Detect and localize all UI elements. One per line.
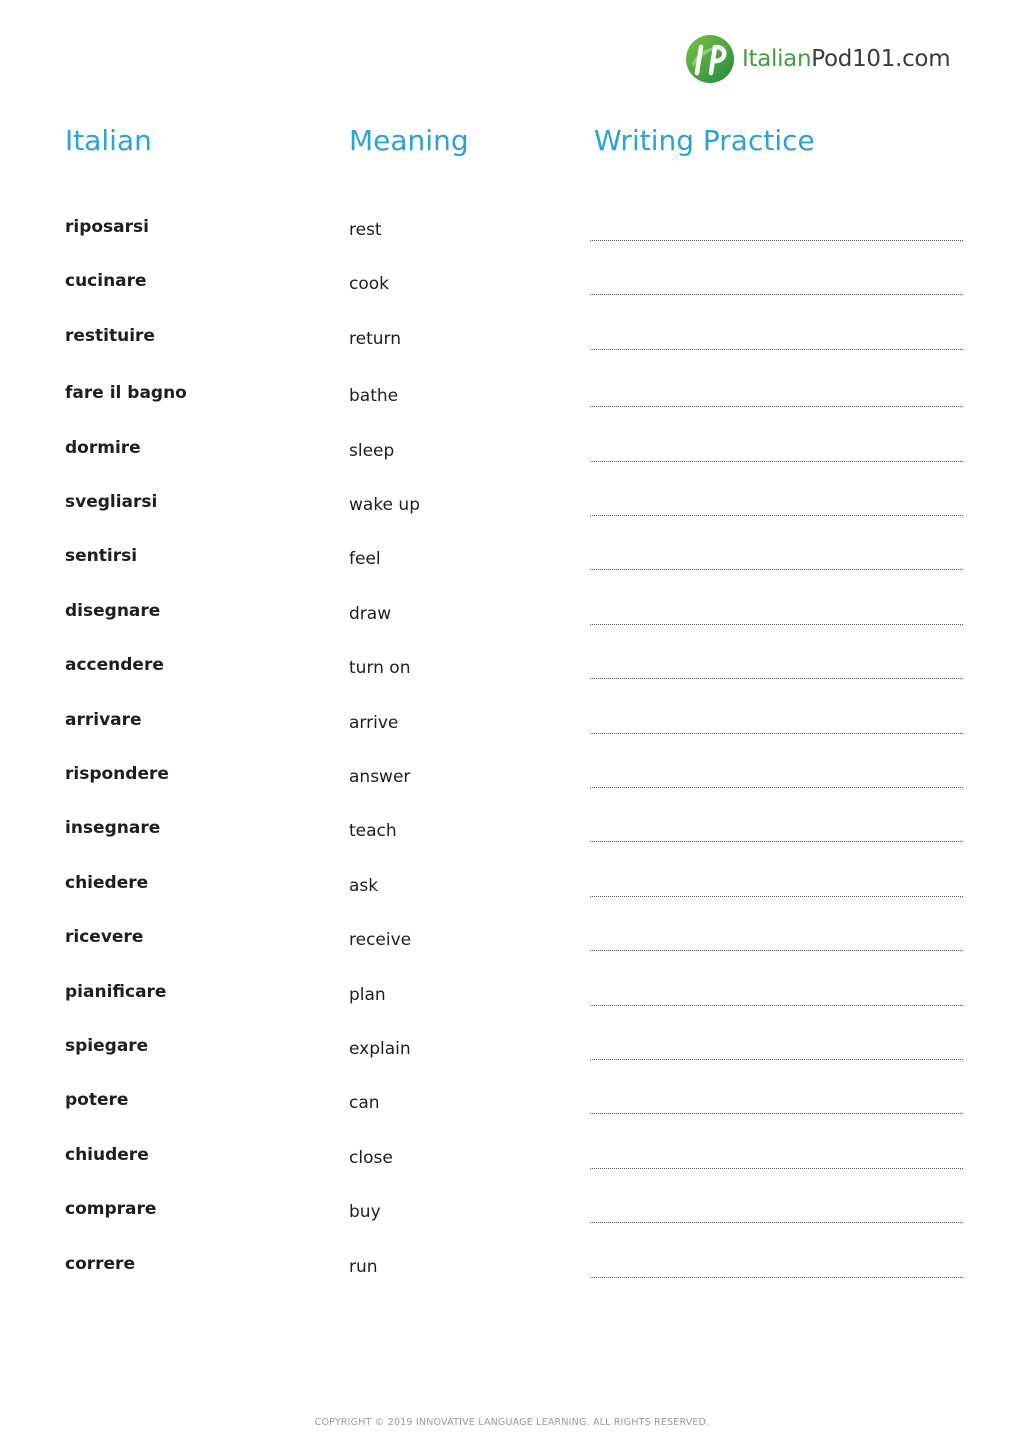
italian-word: spiegare — [65, 1036, 149, 1056]
writing-practice-line[interactable] — [590, 1059, 963, 1060]
meaning-word: ask — [349, 875, 379, 896]
table-row — [0, 1145, 1024, 1199]
meaning-word: arrive — [349, 712, 399, 733]
meaning-word: rest — [349, 220, 382, 240]
italian-word: correre — [65, 1253, 135, 1274]
table-row — [0, 1036, 1024, 1090]
copyright-footer: COPYRIGHT © 2019 INNOVATIVE LANGUAGE LEARNING. ALL RIGHTS RESERVED. — [314, 1417, 710, 1428]
table-row — [0, 655, 1024, 709]
italian-word: chiudere — [65, 1144, 149, 1165]
italian-word: ricevere — [65, 927, 144, 948]
italian-word: sentirsi — [65, 546, 138, 567]
table-row — [0, 927, 1024, 981]
meaning-word: return — [349, 328, 401, 349]
italian-word: rispondere — [65, 764, 169, 784]
table-row — [0, 873, 1024, 927]
italian-word: riposarsi — [65, 217, 149, 237]
meaning-word: can — [349, 1093, 380, 1114]
meaning-word: plan — [349, 984, 386, 1005]
meaning-word: explain — [349, 1039, 411, 1059]
writing-practice-line[interactable] — [590, 1168, 963, 1169]
ip-logo-icon — [684, 33, 736, 85]
italian-word: dormire — [65, 437, 141, 458]
meaning-word: draw — [349, 603, 392, 624]
meaning-word: sleep — [349, 440, 395, 461]
writing-practice-line[interactable] — [590, 678, 963, 679]
header-writing-practice: Writing Practice — [594, 124, 815, 157]
table-row — [0, 326, 1024, 380]
writing-practice-line[interactable] — [590, 349, 963, 350]
table-row — [0, 764, 1024, 818]
meaning-word: feel — [349, 549, 381, 570]
italian-word: accendere — [65, 655, 164, 676]
meaning-word: bathe — [349, 386, 399, 407]
table-row — [0, 818, 1024, 872]
writing-practice-line[interactable] — [590, 733, 963, 734]
meaning-word: run — [349, 1256, 378, 1277]
table-row — [0, 710, 1024, 764]
table-row — [0, 1090, 1024, 1144]
meaning-word: close — [349, 1147, 393, 1168]
logo-wordmark — [742, 45, 951, 72]
meaning-word: cook — [349, 274, 389, 295]
meaning-word: wake up — [349, 495, 420, 515]
meaning-word: receive — [349, 930, 412, 951]
italian-word: fare il bagno — [65, 383, 187, 404]
italian-word: insegnare — [65, 818, 161, 839]
table-row — [0, 271, 1024, 325]
header-italian: Italian — [65, 124, 152, 157]
writing-practice-line[interactable] — [590, 1005, 963, 1006]
table-row — [0, 217, 1024, 271]
table-row — [0, 601, 1024, 655]
meaning-word: buy — [349, 1202, 381, 1223]
writing-practice-line[interactable] — [590, 569, 963, 570]
writing-practice-line[interactable] — [590, 624, 963, 625]
italian-word: comprare — [65, 1199, 157, 1220]
table-row — [0, 492, 1024, 546]
writing-practice-line[interactable] — [590, 240, 963, 241]
italian-word: arrivare — [65, 709, 142, 730]
site-logo[interactable] — [684, 33, 950, 85]
meaning-word: teach — [349, 821, 397, 842]
italian-word: pianificare — [65, 981, 167, 1002]
writing-practice-line[interactable] — [590, 1222, 963, 1223]
logo-brand-text: Italian — [742, 45, 812, 72]
writing-practice-line[interactable] — [590, 515, 963, 516]
header-meaning: Meaning — [349, 124, 469, 157]
italian-word: svegliarsi — [65, 492, 158, 512]
table-row — [0, 1199, 1024, 1253]
writing-practice-line[interactable] — [590, 294, 963, 295]
writing-practice-line[interactable] — [590, 1113, 963, 1114]
writing-practice-line[interactable] — [590, 841, 963, 842]
italian-word: chiedere — [65, 872, 149, 893]
italian-word: potere — [65, 1090, 129, 1111]
writing-practice-line[interactable] — [590, 896, 963, 897]
meaning-word: turn on — [349, 658, 411, 679]
italian-word: disegnare — [65, 600, 161, 621]
italian-word: cucinare — [65, 271, 147, 292]
table-row — [0, 546, 1024, 600]
writing-practice-line[interactable] — [590, 1277, 963, 1278]
writing-practice-line[interactable] — [590, 406, 963, 407]
writing-practice-line[interactable] — [590, 787, 963, 788]
meaning-word: answer — [349, 767, 411, 787]
table-row — [0, 982, 1024, 1036]
logo-domain-text: Pod101.com — [811, 45, 951, 72]
writing-practice-line[interactable] — [590, 461, 963, 462]
writing-practice-line[interactable] — [590, 950, 963, 951]
table-row — [0, 1254, 1024, 1308]
table-row — [0, 383, 1024, 437]
italian-word: restituire — [65, 325, 155, 346]
table-row — [0, 438, 1024, 492]
